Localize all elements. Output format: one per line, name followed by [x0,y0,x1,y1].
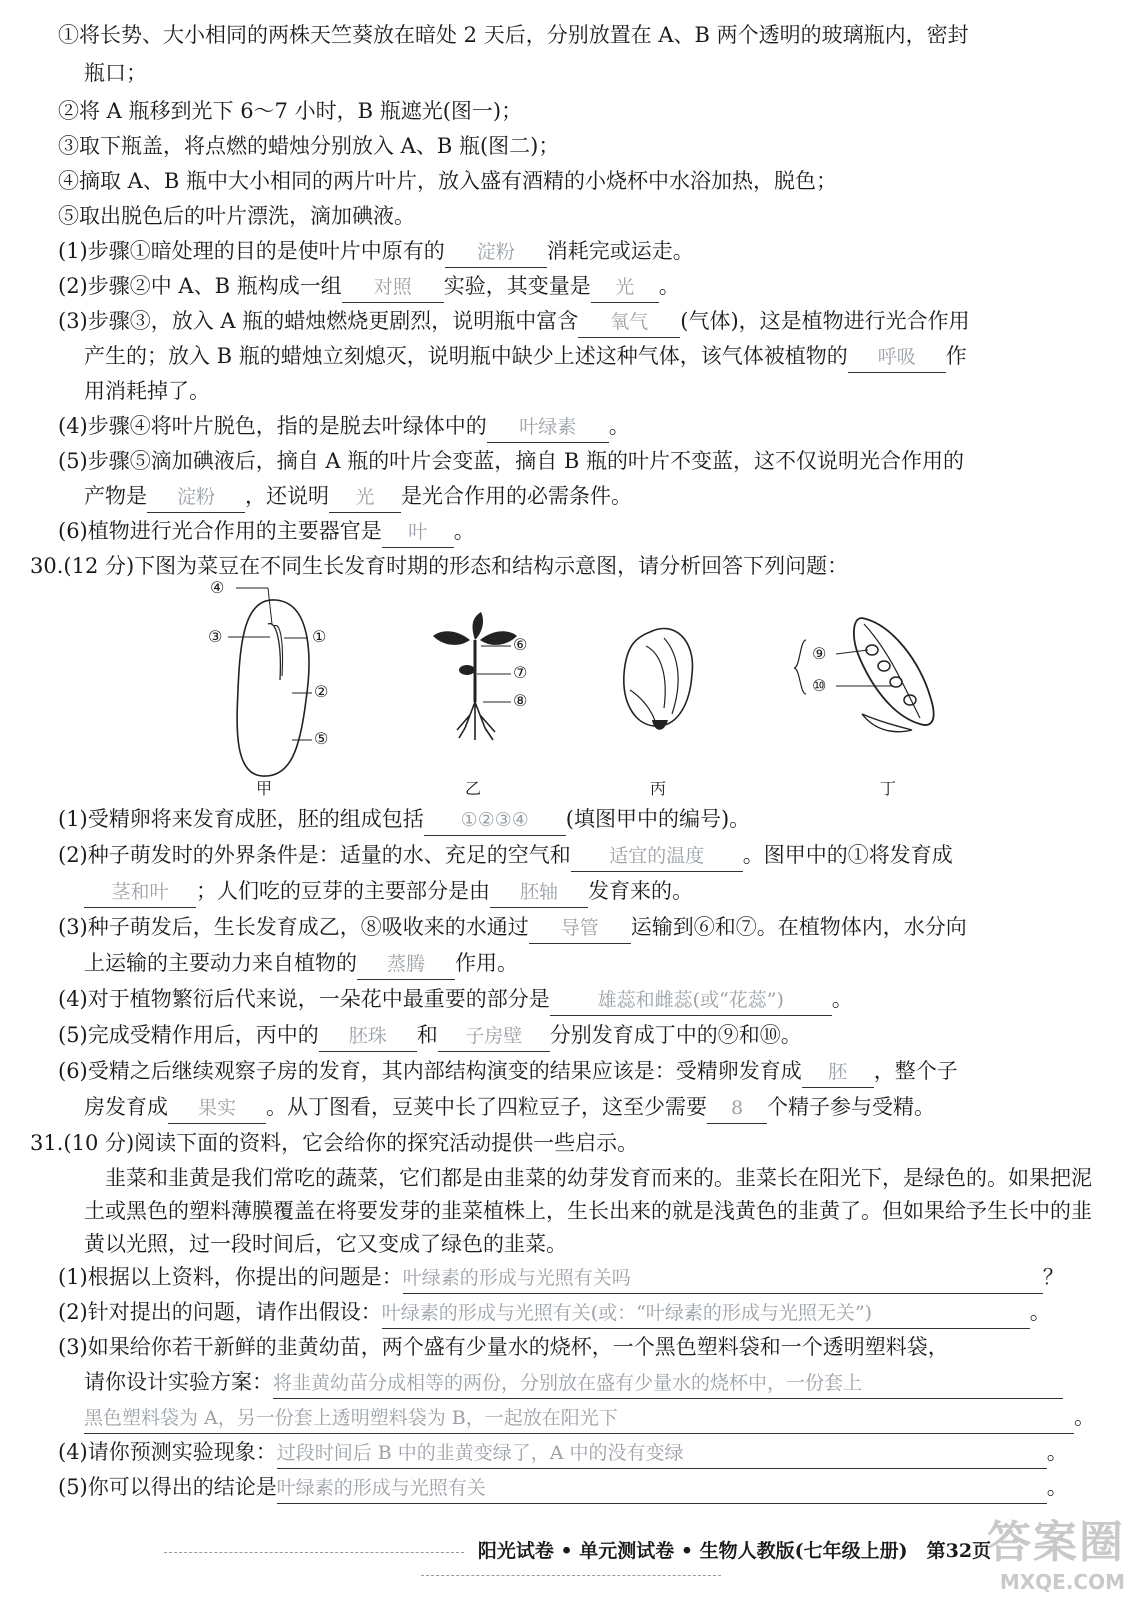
label-10: ⑩ [812,676,827,695]
answer-blank: 对照 [342,272,444,303]
answer-blank: 叶绿素的形成与光照有关 [277,1473,1047,1504]
q30-heading: 30.(12 分)下图为菜豆在不同生长发育时期的形态和结构示意图，请分析回答下列问题： [30,554,849,578]
q29-part-3-cont: 产生的；放入 B 瓶的蜡烛立刻熄灭，说明瓶中缺少上述这种气体，该气体被植物的 呼吸 作 [84,341,967,373]
q30-part-6: (6)受精之后继续观察子房的发育，其内部结构演变的结果应该是：受精卵发育成 胚 ，整个子 [58,1056,958,1088]
footer-text: 阳光试卷 • 单元测试卷 • 生物人教版(七年级上册) 第32页 [477,1540,992,1562]
answer-blank: 淀粉 [445,237,547,268]
q31-part-3-end: 黑色塑料袋为 A，另一份套上透明塑料袋为 B，一起放在阳光下 。 [84,1402,1095,1434]
answer-blank: 氧气 [578,307,680,338]
answer-blank: 淀粉 [147,482,245,513]
answer-blank: 茎和叶 [84,877,196,908]
step-1-cont: 瓶口； [84,61,147,85]
step-3: ③取下瓶盖，将点燃的蜡烛分别放入 A、B 瓶(图二)； [58,134,560,158]
step-1: ①将长势、大小相同的两株天竺葵放在暗处 2 天后，分别放置在 A、B 两个透明的玻璃瓶内，密封 [58,23,969,47]
answer-blank: 叶绿素的形成与光照有关吗 [403,1263,1043,1294]
figure-seed-jia [200,580,360,810]
answer-blank: 光 [591,272,659,303]
q29-part-5: (5)步骤⑤滴加碘液后，摘自 A 瓶的叶片会变蓝，摘自 B 瓶的叶片不变蓝，这不仅说明光合作用的 [58,449,965,473]
q29-part-5-cont: 产物是 淀粉 ，还说明 光 是光合作用的必需条件。 [84,481,632,513]
seedling-diagram [425,610,555,810]
q30-part-2-cont: 茎和叶 ；人们吃的豆芽的主要部分是由 胚轴 发育来的。 [84,876,693,908]
caption-jia: 甲 [256,779,273,798]
label-4: ④ [210,578,225,597]
q29-part-1: (1)步骤①暗处理的目的是使叶片中原有的 淀粉 消耗完或运走。 [58,236,694,268]
answer-blank: 叶绿素 [487,412,609,443]
q30-part-3: (3)种子萌发后，生长发育成乙，⑧吸收来的水通过 导管 运输到⑥和⑦。在植物体内，水分向 [58,912,967,944]
label-5: ⑤ [314,729,329,748]
answer-blank: 将韭黄幼苗分成相等的两份，分别放在盛有少量水的烧杯中，一份套上 [273,1368,1063,1399]
q30-part-3-cont: 上运输的主要动力来自植物的 蒸腾 作用。 [84,948,518,980]
label-9: ⑨ [812,644,827,663]
step-2: ②将 A 瓶移到光下 6～7 小时，B 瓶遮光(图一)； [58,99,523,123]
label-7: ⑦ [513,663,528,682]
q31-part-5: (5)你可以得出的结论是叶绿素的形成与光照有关 。 [58,1472,1068,1504]
figure-seedling-yi [425,610,555,810]
answer-blank: 叶 [382,517,454,548]
answer-blank: 胚轴 [490,877,588,908]
answer-blank: 子房壁 [438,1021,550,1052]
watermark-url: MXQE.COM [999,1570,1125,1594]
q30-part-1: (1)受精卵将来发育成胚，胚的组成包括 ①②③④ (填图甲中的编号)。 [58,804,750,836]
figure-pod-ding [792,610,952,810]
q29-part-4: (4)步骤④将叶片脱色，指的是脱去叶绿体中的 叶绿素 。 [58,411,630,443]
label-1: ① [312,627,327,646]
q30-part-4: (4)对于植物繁衍后代来说，一朵花中最重要的部分是 雄蕊和雌蕊(或“花蕊”) 。 [58,984,853,1016]
step-5: ⑤取出脱色后的叶片漂洗，滴加碘液。 [58,204,415,228]
q31-part-1: (1)根据以上资料，你提出的问题是：叶绿素的形成与光照有关吗 ？ [58,1262,1064,1294]
watermark-logo: 答案圈 [987,1517,1125,1568]
watermark [987,1506,1125,1594]
q30-part-2: (2)种子萌发时的外界条件是：适量的水、充足的空气和 适宜的温度 。图甲中的①将发育成 [58,840,953,872]
pod-diagram [792,610,952,810]
q29-part-3: (3)步骤③，放入 A 瓶的蜡烛燃烧更剧烈，说明瓶中富含 氧气 (气体)，这是植物进行光合作用 [58,306,970,338]
footer-rule-right [421,1575,721,1576]
answer-blank: 叶绿素的形成与光照有关(或：“叶绿素的形成与光照无关”) [382,1298,1030,1329]
step-4: ④摘取 A、B 瓶中大小相同的两片叶片，放入盛有酒精的小烧杯中水浴加热，脱色； [58,169,837,193]
answer-blank: 适宜的温度 [571,841,743,872]
page-footer [0,1536,1141,1585]
answer-blank: 8 [707,1093,767,1124]
caption-yi: 乙 [465,779,482,798]
caption-bing: 丙 [650,779,667,798]
q31-part-4: (4)请你预测实验现象：过段时间后 B 中的韭黄变绿了，A 中的没有变绿 。 [58,1437,1068,1469]
q31-part-2: (2)针对提出的问题，请作出假设：叶绿素的形成与光照有关(或：“叶绿素的形成与光照无关”) 。 [58,1297,1051,1329]
q31-heading: 31.(10 分)阅读下面的资料，它会给你的探究活动提供一些启示。 [30,1131,639,1155]
q31-part-3-cont: 请你设计实验方案：将韭黄幼苗分成相等的两份，分别放在盛有少量水的烧杯中，一份套上 [84,1367,1063,1399]
label-8: ⑧ [513,691,528,710]
answer-blank: 胚珠 [319,1021,417,1052]
answer-blank: 雄蕊和雌蕊(或“花蕊”) [550,985,832,1016]
answer-blank: 呼吸 [848,342,946,373]
answer-blank: ①②③④ [424,805,566,836]
answer-blank: 过段时间后 B 中的韭黄变绿了，A 中的没有变绿 [277,1438,1047,1469]
caption-ding: 丁 [880,779,897,798]
answer-blank: 果实 [168,1093,266,1124]
label-6: ⑥ [513,635,528,654]
q31-part-3: (3)如果给你若干新鲜的韭黄幼苗，两个盛有少量水的烧杯，一个黑色塑料袋和一个透明塑料袋， [58,1335,949,1359]
q30-part-5: (5)完成受精作用后，丙中的 胚珠 和 子房壁 分别发育成丁中的⑨和⑩。 [58,1020,802,1052]
q29-part-2: (2)步骤②中 A、B 瓶构成一组 对照 实验，其变量是 光 。 [58,271,680,303]
q29-part-3-end: 用消耗掉了。 [84,379,210,403]
answer-blank: 蒸腾 [357,949,455,980]
seed-diagram [200,580,360,810]
label-2: ② [314,682,329,701]
q31-passage: 韭菜和韭黄是我们常吃的蔬菜，它们都是由韭菜的幼芽发育而来的。韭菜长在阳光下，是绿色的。如果把泥土或黑色的塑料薄膜覆盖在将要发芽的韭菜植株上，生长出来的就是浅黄色的韭黄了。但如果给予生长中的韭黄以光照，过一段时间后，它又变成了绿色的韭菜。 [84,1166,1092,1256]
q30-part-6-cont: 房发育成 果实 。从丁图看，豆荚中长了四粒豆子，这至少需要 8 个精子参与受精。 [84,1092,935,1124]
label-3: ③ [208,627,223,646]
answer-blank: 黑色塑料袋为 A，另一份套上透明塑料袋为 B，一起放在阳光下 [84,1403,1074,1434]
answer-blank: 导管 [529,913,631,944]
answer-blank: 光 [329,482,401,513]
answer-blank: 胚 [802,1057,874,1088]
q29-part-6: (6)植物进行光合作用的主要器官是 叶 。 [58,516,475,548]
footer-rule-left [164,1552,464,1553]
figure-flower-bing [610,620,710,810]
